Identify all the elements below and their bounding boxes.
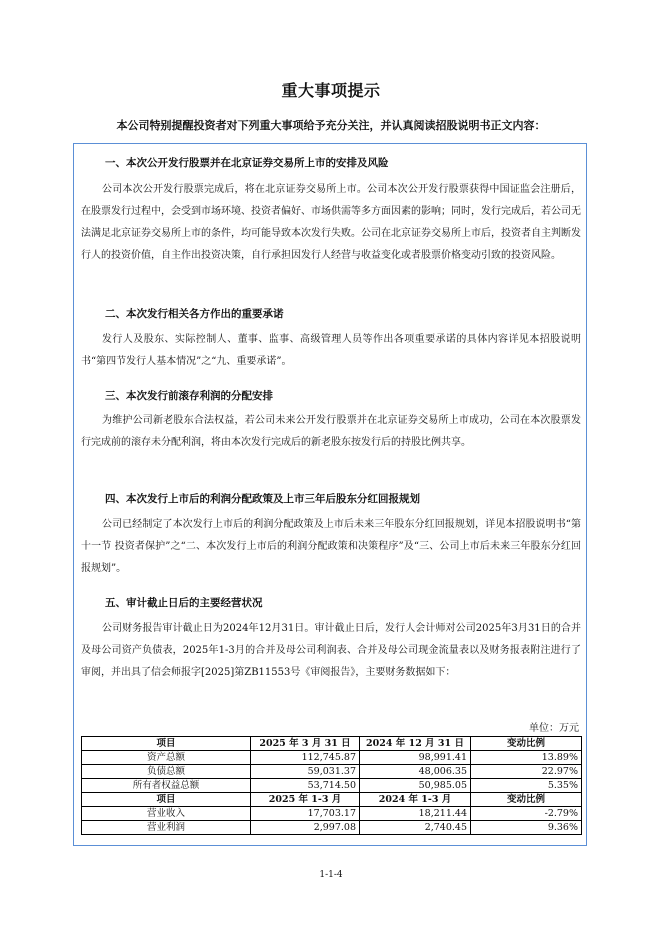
section-title-4: 四、本次发行上市后的利润分配政策及上市三年后股东分红回报规划 <box>105 493 420 505</box>
table-cell: 13.89% <box>471 751 582 765</box>
table-cell-item: 营业收入 <box>82 807 251 821</box>
table-cell: 18,211.44 <box>360 807 471 821</box>
table-row <box>82 821 582 835</box>
table-cell-item: 资产总额 <box>82 751 251 765</box>
table-cell: 50,985.05 <box>360 779 471 793</box>
table-cell: 5.35% <box>471 779 582 793</box>
section-title-5: 五、审计截止日后的主要经营状况 <box>105 597 263 609</box>
financial-data-table <box>81 736 582 835</box>
section-body-3: 为维护公司新老股东合法权益，若公司未来公开发行股票并在北京证券交易所上市成功，公司在本次股票发行完成前的滚存未分配利润，将由本次发行完成后的新老股东按发行后的持股比例共享。 <box>81 415 581 448</box>
section-title-3: 三、本次发行前滚存利润的分配安排 <box>105 390 273 402</box>
section-body-2: 发行人及股东、实际控制人、董事、监事、高级管理人员等作出各项重要承诺的具体内容详见本招股说明书“第四节发行人基本情况”之“九、重要承诺”。 <box>81 334 581 367</box>
table-cell: 2,740.45 <box>360 821 471 835</box>
table-cell: 53,714.50 <box>251 779 360 793</box>
intro-statement: 本公司特别提醒投资者对下列重大事项给予充分关注，并认真阅读招股说明书正文内容： <box>116 119 546 132</box>
table-cell-item: 负债总额 <box>82 765 251 779</box>
table-cell-item: 所有者权益总额 <box>82 779 251 793</box>
page-number: 1-1-4 <box>319 870 343 880</box>
section-body-4: 公司已经制定了本次发行上市后的利润分配政策及上市后未来三年股东分红回报规划，详见本招股说明书“第十一节 投资者保护”之“二、本次发行上市后的利润分配政策和决策程序”及“三、公司上市后未来三年股东分红回报规划”。 <box>81 519 581 574</box>
table-row <box>82 765 582 779</box>
table-header-row <box>82 737 582 751</box>
table-cell: 59,031.37 <box>251 765 360 779</box>
table-header-cell: 变动比例 <box>471 737 582 751</box>
table-cell: 48,006.35 <box>360 765 471 779</box>
table-header-cell: 2024 年 1-3 月 <box>360 793 471 807</box>
table-cell: 22.97% <box>471 765 582 779</box>
table-cell: 98,991.41 <box>360 751 471 765</box>
table-cell: 17,703.17 <box>251 807 360 821</box>
table-cell: 9.36% <box>471 821 582 835</box>
table-header-cell: 项目 <box>82 737 251 751</box>
section-title-1: 一、本次公开发行股票并在北京证券交易所上市的安排及风险 <box>105 157 389 169</box>
table-header-cell: 项目 <box>82 793 251 807</box>
table-header-cell: 变动比例 <box>471 793 582 807</box>
table-cell: 2,997.08 <box>251 821 360 835</box>
section-title-2: 二、本次发行相关各方作出的重要承诺 <box>105 308 284 320</box>
table-row <box>82 751 582 765</box>
table-row <box>82 807 582 821</box>
table-cell: -2.79% <box>471 807 582 821</box>
section-body-1: 公司本次公开发行股票完成后，将在北京证券交易所上市。公司本次公开发行股票获得中国证监会注册后，在股票发行过程中，会受到市场环境、投资者偏好、市场供需等多方面因素的影响；同时，发行完成后，若公司无法满足北京证券交易所上市的条件，均可能导致本次发行失败。公司在北京证券交易所上市后，投资者自主判断发行人的投资价值，自主作出投资决策，自行承担因发行人经营与收益变化或者股票价格变动引致的投资风险。 <box>81 184 581 261</box>
table-header-cell: 2025 年 3 月 31 日 <box>251 737 360 751</box>
table-cell-item: 营业利润 <box>82 821 251 835</box>
table-header-cell: 2024 年 12 月 31 日 <box>360 737 471 751</box>
table-header-cell: 2025 年 1-3 月 <box>251 793 360 807</box>
table-header-row <box>82 793 582 807</box>
table-unit-label: 单位：万元 <box>529 723 579 734</box>
notice-box <box>73 143 587 846</box>
section-body-5: 公司财务报告审计截止日为2024年12月31日。审计截止日后，发行人会计师对公司2025年3月31日的合并及母公司资产负债表，2025年1-3月的合并及母公司利润表、合并及母公司现金流量表以及财务报表附注进行了审阅，并出具了信会师报字[2025]第ZB11553号《审阅报告》，主要财务数据如下： <box>81 623 581 678</box>
table-cell: 112,745.87 <box>251 751 360 765</box>
table-row <box>82 779 582 793</box>
page-title: 重大事项提示 <box>281 81 381 100</box>
